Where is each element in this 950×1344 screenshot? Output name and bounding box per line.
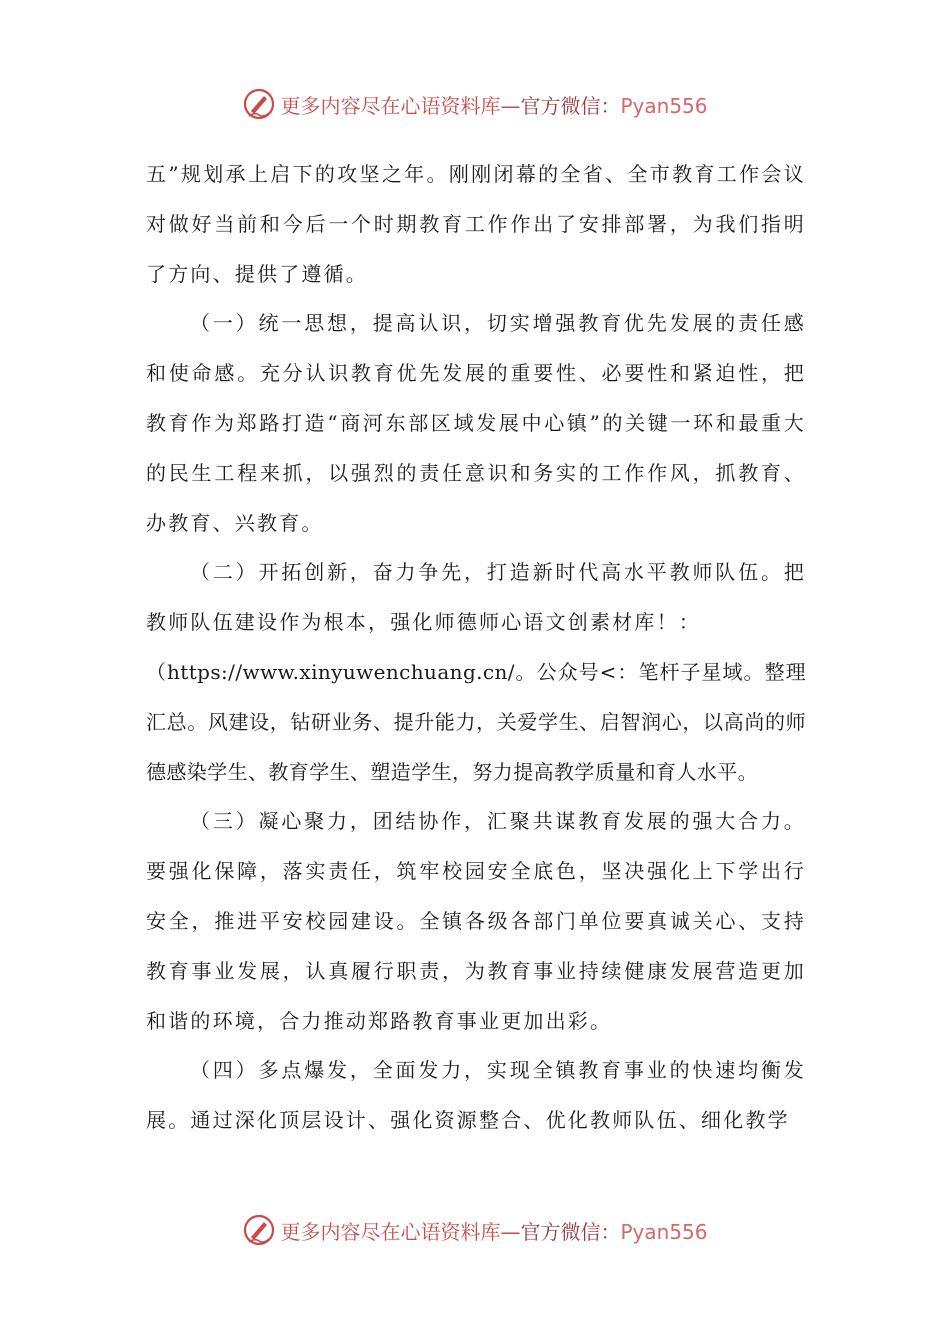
watermark-dash: — [500, 1219, 521, 1244]
watermark-text [280, 1216, 707, 1245]
pen-seal-logo-icon [242, 1213, 276, 1247]
paragraph-section-2-part-b: （https://www.xinyuwenchuang.cn/。公众号<：笔杆子星域。整理汇总。风建设，钻研业务、提升能力，关爱学生、启智润心，以高尚的师德感染学生、教育学生、塑造学生，努力提高教学质量和育人水平。 [146, 659, 806, 784]
watermark-wechat-label: 官方微信： [520, 93, 621, 118]
watermark-wechat-id: Pyan556 [620, 93, 708, 118]
pen-seal-logo-icon [242, 87, 276, 121]
document-body [146, 150, 806, 1146]
footer-watermark-banner [0, 1208, 950, 1252]
paragraph-section-1: （一）统一思想，提高认识，切实增强教育优先发展的责任感和使命感。充分认识教育优先发展的重要性、必要性和紧迫性，把教育作为郑路打造“商河东部区域发展中心镇”的关键一环和最重大的民生工程来抓，以强烈的责任意识和务实的工作作风，抓教育、办教育、兴教育。 [146, 311, 806, 535]
watermark-text [280, 90, 707, 119]
watermark-wechat-id: Pyan556 [620, 1219, 708, 1244]
paragraph-section-4: （四）多点爆发，全面发力，实现全镇教育事业的快速均衡发展。通过深化顶层设计、强化资源整合、优化教师队伍、细化教学 [146, 1058, 806, 1133]
header-watermark-banner [0, 82, 950, 126]
watermark-wechat-label: 官方微信： [520, 1219, 621, 1244]
paragraph-section-2 [146, 548, 806, 797]
paragraph-section-3: （三）凝心聚力，团结协作，汇聚共谋教育发展的强大合力。要强化保障，落实责任，筑牢校园安全底色，坚决强化上下学出行安全，推进平安校园建设。全镇各级各部门单位要真诚关心、支持教育事业发展，认真履行职责，为教育事业持续健康发展营造更加和谐的环境，合力推动郑路教育事业更加出彩。 [146, 809, 806, 1033]
watermark-prefix: 更多内容尽在心语资料库 [280, 93, 501, 118]
paragraph-section-2-part-a: （二）开拓创新，奋力争先，打造新时代高水平教师队伍。把教师队伍建设作为根本，强化师德师心语文创素材库！： [146, 560, 806, 635]
paragraph-continuation: 五”规划承上启下的攻坚之年。刚刚闭幕的全省、全市教育工作会议对做好当前和今后一个时期教育工作作出了安排部署，为我们指明了方向、提供了遵循。 [146, 162, 806, 286]
watermark-dash: — [500, 93, 521, 118]
watermark-prefix: 更多内容尽在心语资料库 [280, 1219, 501, 1244]
